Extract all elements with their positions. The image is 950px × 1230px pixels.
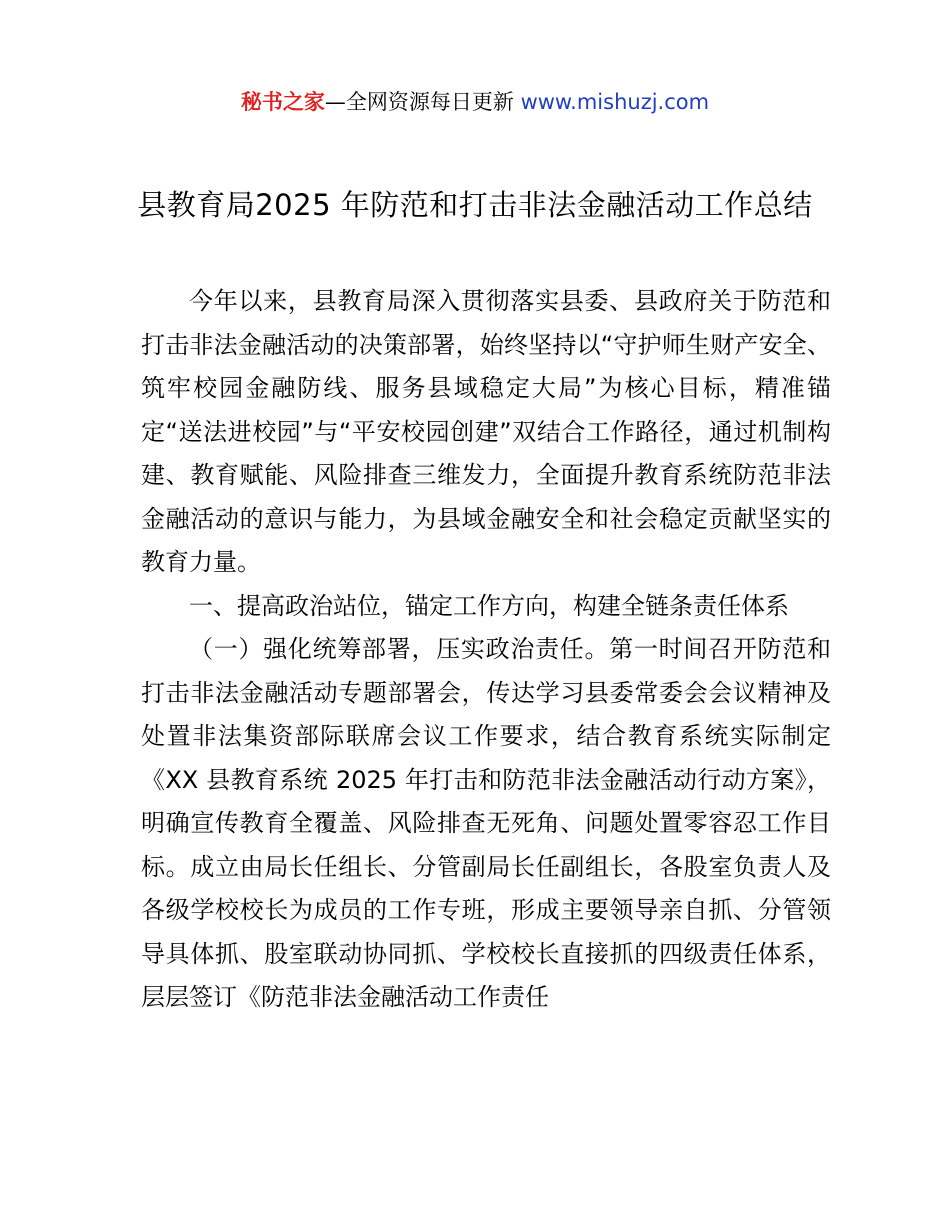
document-body xyxy=(141,280,831,1020)
page-header xyxy=(0,84,950,120)
brand-name: 秘书之家 xyxy=(240,90,325,114)
intro-paragraph: 今年以来，县教育局深入贯彻落实县委、县政府关于防范和打击非法金融活动的决策部署，始终坚持以“守护师生财产安全、筑牢校园金融防线、服务县域稳定大局”为核心目标，精准锚定“送法进校园”与“平安校园创建”双结合工作路径，通过机制构建、教育赋能、风险排查三维发力，全面提升教育系统防范非法金融活动的意识与能力，为县域金融安全和社会稳定贡献坚实的教育力量。 xyxy=(141,287,831,576)
section-heading: 一、提高政治站位，锚定工作方向，构建全链条责任体系 xyxy=(189,591,789,620)
header-slogan: —全网资源每日更新 xyxy=(324,90,521,114)
website-link[interactable]: www.mishuzj.com xyxy=(520,90,710,114)
body-paragraph: （一）强化统筹部署，压实政治责任。第一时间召开防范和打击非法金融活动专题部署会，传达学习县委常委会会议精神及处置非法集资部际联席会议工作要求，结合教育系统实际制定《XX 县教育系统 2025 年打击和防范非法金融活动行动方案》，明确宣传教育全覆盖、风险排查无死角、问题处置零容忍工作目标。成立由局长任组长、分管副局长任副组长，各股室负责人及各级学校校长为成员的工作专班，形成主要领导亲自抓、分管领导具体抓、股室联动协同抓、学校校长直接抓的四级责任体系，层层签订《防范非法金融活动工作责任 xyxy=(141,635,831,1011)
document-title: 县教育局2025 年防范和打击非法金融活动工作总结 xyxy=(137,188,813,222)
